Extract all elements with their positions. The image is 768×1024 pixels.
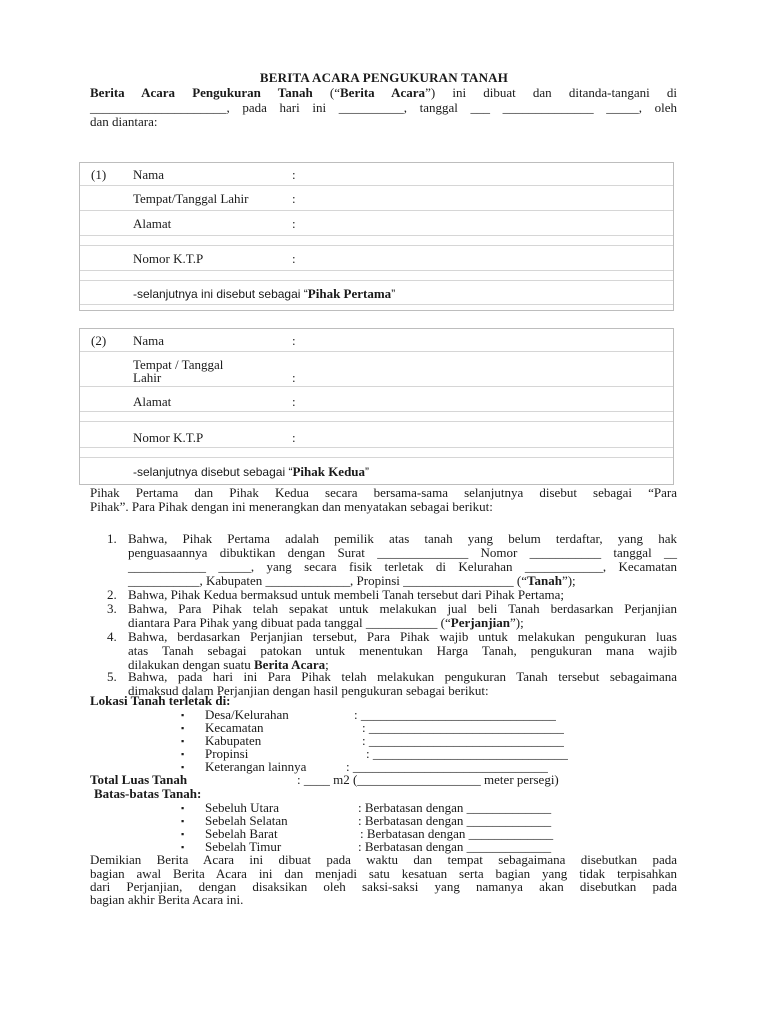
party-2-role: Pihak Kedua (292, 464, 366, 479)
list-item-number: 3. (107, 601, 117, 616)
list-item-number: 4. (107, 629, 117, 644)
list-item-text-part: ”); (509, 615, 524, 630)
lokasi-value: : ______________________________ (362, 720, 564, 735)
party-1-name-label: Nama (133, 167, 165, 182)
intro-line-1 (90, 86, 677, 99)
list-item-text-part: ; (325, 657, 329, 672)
party-1-address-colon: : (292, 216, 296, 231)
batas-label: Sebelah Barat (205, 826, 278, 841)
closing-line-4: bagian akhir Berita Acara ini. (90, 892, 244, 907)
bullet-icon: ▪ (181, 749, 185, 759)
party-2-address-colon: : (292, 394, 296, 409)
batas-label: Sebeluh Utara (205, 800, 280, 815)
bullet-icon: ▪ (181, 803, 185, 813)
list-item-text (128, 616, 524, 629)
party-1-ktp-label: Nomor K.T.P (133, 251, 204, 266)
lokasi-list (0, 708, 768, 778)
list-item-text: Bahwa, Para Pihak telah sepakat untuk melakukan jual beli Tanah berdasarkan Perjanjian (128, 601, 677, 616)
bullet-icon: ▪ (181, 816, 185, 826)
intro-quote-open: (“ (312, 85, 341, 100)
party-1-number: (1) (91, 167, 107, 182)
party-2-box (79, 328, 674, 485)
list-item-text-part: diantara Para Pihak yang dibuat pada tanggal ___________ (“ (128, 615, 451, 630)
lokasi-value: : ______________________________ (354, 707, 556, 722)
lokasi-value: : ______________________________ (362, 733, 564, 748)
list-item-text: dimaksud dalam Perjanjian dengan hasil pengukuran sebagai berikut: (128, 683, 489, 698)
party-1-birth-label: Tempat/Tanggal Lahir (133, 191, 249, 206)
list-item-text (128, 574, 576, 587)
luas-value: : ____ m2 (___________________ meter persegi) (297, 772, 559, 787)
intro-text: ”) ini dibuat dan ditanda-tangani di (425, 85, 677, 100)
term-perjanjian: Perjanjian (450, 615, 510, 630)
list-item-text: penguasaannya dibuktikan dengan Surat ______________ Nomor ___________ tanggal __ (128, 545, 677, 560)
party-2-note-suffix: ” (365, 465, 370, 479)
party-2-birth-colon: : (292, 370, 296, 385)
intro-bold-title: Berita Acara Pengukuran Tanah (90, 85, 313, 100)
intro-line-2: _____________________, pada hari ini __________, tanggal ___ ______________ _____, oleh (90, 100, 677, 115)
party-1-address-label: Alamat (133, 216, 172, 231)
list-item-text-part: ___________, Kabupaten _____________, Propinsi _________________ (“ (128, 573, 528, 588)
party-1-note-suffix: ” (391, 287, 396, 301)
party-1-note (133, 287, 395, 301)
bullet-icon: ▪ (181, 736, 185, 746)
bullet-icon: ▪ (181, 710, 185, 720)
batas-label: Sebelah Timur (205, 839, 282, 854)
party-1-note-prefix: -selanjutnya ini disebut sebagai “ (133, 287, 308, 301)
party-2-note (133, 465, 369, 479)
batas-list (0, 801, 768, 857)
lokasi-label: Propinsi (205, 746, 249, 761)
bullet-icon: ▪ (181, 829, 185, 839)
joint-line-2: Pihak”. Para Pihak dengan ini menerangkan dan menyatakan sebagai berikut: (90, 499, 493, 514)
list-item-text: Bahwa, Pihak Kedua bermaksud untuk membeli Tanah tersebut dari Pihak Pertama; (128, 587, 565, 602)
lokasi-value: : ______________________________ (346, 759, 548, 774)
joint-line-1: Pihak Pertama dan Pihak Kedua secara bersama-sama selanjutnya disebut sebagai “Para (90, 485, 677, 500)
closing-line-2: bagian awal Berita Acara ini dan menjadi satu kesatuan serta bagian yang tidak terpisahkan (90, 866, 677, 881)
party-2-ktp-label: Nomor K.T.P (133, 430, 204, 445)
document-title: BERITA ACARA PENGUKURAN TANAH (259, 70, 509, 85)
party-2-number: (2) (91, 333, 107, 348)
closing-line-1: Demikian Berita Acara ini dibuat pada waktu dan tempat sebagaimana disebutkan pada (90, 852, 677, 867)
list-item-text-part: dilakukan dengan suatu (128, 657, 254, 672)
lokasi-value: : ______________________________ (366, 746, 568, 761)
intro-line-3: dan diantara: (90, 114, 158, 129)
list-item-number: 1. (107, 531, 117, 546)
party-1-name-colon: : (292, 167, 296, 182)
party-1-role: Pihak Pertama (307, 286, 392, 301)
closing-line-3: dari Perjanjian, dengan disaksikan oleh saksi-saksi yang namanya akan disebutkan pada (90, 879, 677, 894)
party-1-birth-colon: : (292, 191, 296, 206)
term-berita-acara: Berita Acara (254, 657, 326, 672)
bullet-icon: ▪ (181, 762, 185, 772)
batas-value: : Berbatasan dengan _____________ (358, 839, 552, 854)
party-1-ktp-colon: : (292, 251, 296, 266)
list-item-text: Bahwa, Pihak Pertama adalah pemilik atas tanah yang belum terdaftar, yang hak (128, 531, 677, 546)
party-2-birth-label-2: Lahir (133, 370, 162, 385)
intro-bold-berita: Berita Acara (340, 85, 426, 100)
list-item-text: Bahwa, pada hari ini Para Pihak telah melakukan pengukuran Tanah tersebut sebagaimana (128, 669, 677, 684)
list-item-text: ____________ _____, yang secara fisik terletak di Kelurahan ____________, Kecamatan (128, 559, 677, 574)
list-item-number: 2. (107, 587, 117, 602)
list-item-number: 5. (107, 669, 117, 684)
party-1-box (79, 162, 674, 311)
lokasi-heading: Lokasi Tanah terletak di: (90, 693, 231, 708)
list-item-text: Bahwa, berdasarkan Perjanjian tersebut, Para Pihak wajib untuk melakukan pengukuran luas (128, 629, 677, 644)
bullet-icon: ▪ (181, 723, 185, 733)
party-2-note-prefix: -selanjutnya disebut sebagai “ (133, 465, 293, 479)
lokasi-label: Kecamatan (205, 720, 264, 735)
lokasi-label: Kabupaten (205, 733, 262, 748)
party-2-address-label: Alamat (133, 394, 172, 409)
list-item-text-part: ”); (561, 573, 576, 588)
lokasi-label: Desa/Kelurahan (205, 707, 289, 722)
party-2-birth-label-1: Tempat / Tanggal (133, 357, 224, 372)
batas-label: Sebelah Selatan (205, 813, 288, 828)
batas-value: : Berbatasan dengan _____________ (360, 826, 554, 841)
batas-value: : Berbatasan dengan _____________ (358, 800, 552, 815)
luas-label: Total Luas Tanah (90, 772, 188, 787)
term-tanah: Tanah (527, 573, 562, 588)
lokasi-label: Keterangan lainnya (205, 759, 307, 774)
list-item-text: atas Tanah sebagai patokan untuk menentukan Harga Tanah, pengukuran mana wajib (128, 643, 677, 658)
bullet-icon: ▪ (181, 842, 185, 852)
party-2-name-label: Nama (133, 333, 165, 348)
batas-value: : Berbatasan dengan _____________ (358, 813, 552, 828)
party-2-name-colon: : (292, 333, 296, 348)
batas-heading: Batas-batas Tanah: (94, 786, 202, 801)
party-2-ktp-colon: : (292, 430, 296, 445)
